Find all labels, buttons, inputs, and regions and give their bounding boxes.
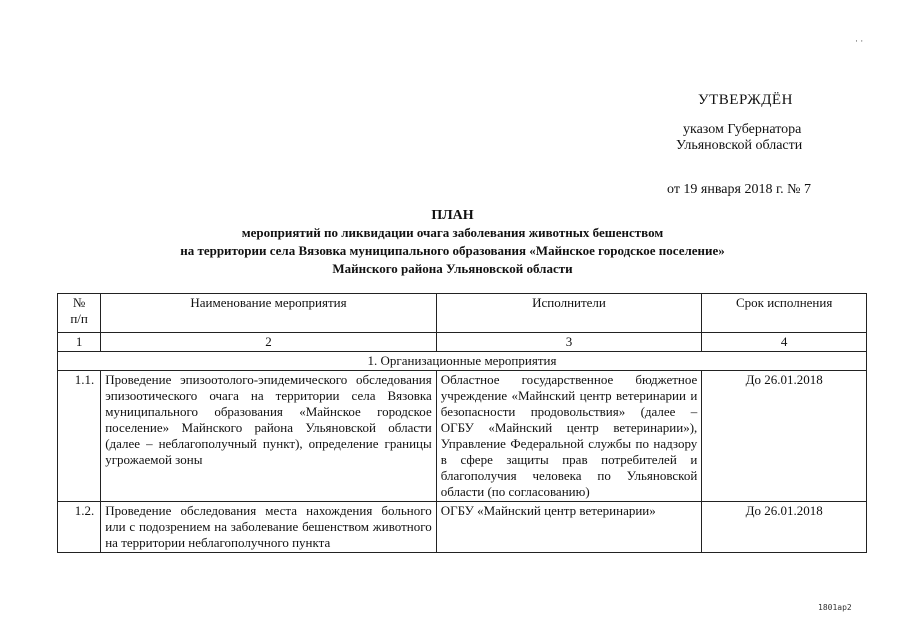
column-index: 2 xyxy=(101,333,437,352)
column-index: 1 xyxy=(58,333,101,352)
decree-date: от 19 января 2018 г. № 7 xyxy=(667,182,811,197)
plan-subtitle-2: на территории села Вязовка муниципального образования «Майнское городское поселение» xyxy=(180,243,725,258)
section-title: 1. Организационные мероприятия xyxy=(58,352,867,371)
column-index-row xyxy=(58,333,867,352)
table-row xyxy=(58,502,867,553)
plan-title: ПЛАН xyxy=(431,208,474,223)
decree-line-2: Ульяновской области xyxy=(676,138,803,153)
row-number: 1.1. xyxy=(58,371,101,502)
row-deadline: До 26.01.2018 xyxy=(702,371,867,502)
row-measure: Проведение обследования места нахождения больного или с подозрением на заболевание бешенством животного на территории неблагополучного пункта xyxy=(101,502,437,553)
row-deadline: До 26.01.2018 xyxy=(702,502,867,553)
header-executors: Исполнители xyxy=(436,294,702,333)
row-number: 1.2. xyxy=(58,502,101,553)
row-executors: Областное государственное бюджетное учреждение «Майнский центр ветеринарии и безопасности продовольствия» (далее – ОГБУ «Майнский центр ветеринарии»), Управление Федеральной службы по надзору в сфере защиты прав потребителей и благополучия человека по Ульяновской области (по согласованию) xyxy=(436,371,702,502)
section-row xyxy=(58,352,867,371)
measures-table xyxy=(57,293,867,553)
header-num: № п/п xyxy=(58,294,101,333)
column-index: 3 xyxy=(436,333,702,352)
header-name: Наименование мероприятия xyxy=(101,294,437,333)
decree-line-1: указом Губернатора xyxy=(683,122,802,137)
scan-mark: · · xyxy=(855,36,864,46)
header-deadline: Срок исполнения xyxy=(702,294,867,333)
plan-subtitle-1: мероприятий по ликвидации очага заболевания животных бешенством xyxy=(241,225,664,240)
approved-label: УТВЕРЖДЁН xyxy=(698,92,793,108)
plan-subtitle-3: Майнского района Ульяновской области xyxy=(332,261,573,276)
document-code: 1801ap2 xyxy=(818,603,852,612)
table-header-row xyxy=(58,294,867,333)
row-measure: Проведение эпизоотолого-эпидемического обследования эпизоотического очага на территории села Вязовка муниципального образования «Майнское городское поселение» Майнского района Ульяновской области (далее – неблагополучный пункт), определение границы угрожаемой зоны xyxy=(101,371,437,502)
column-index: 4 xyxy=(702,333,867,352)
table-row xyxy=(58,371,867,502)
row-executors: ОГБУ «Майнский центр ветеринарии» xyxy=(436,502,702,553)
